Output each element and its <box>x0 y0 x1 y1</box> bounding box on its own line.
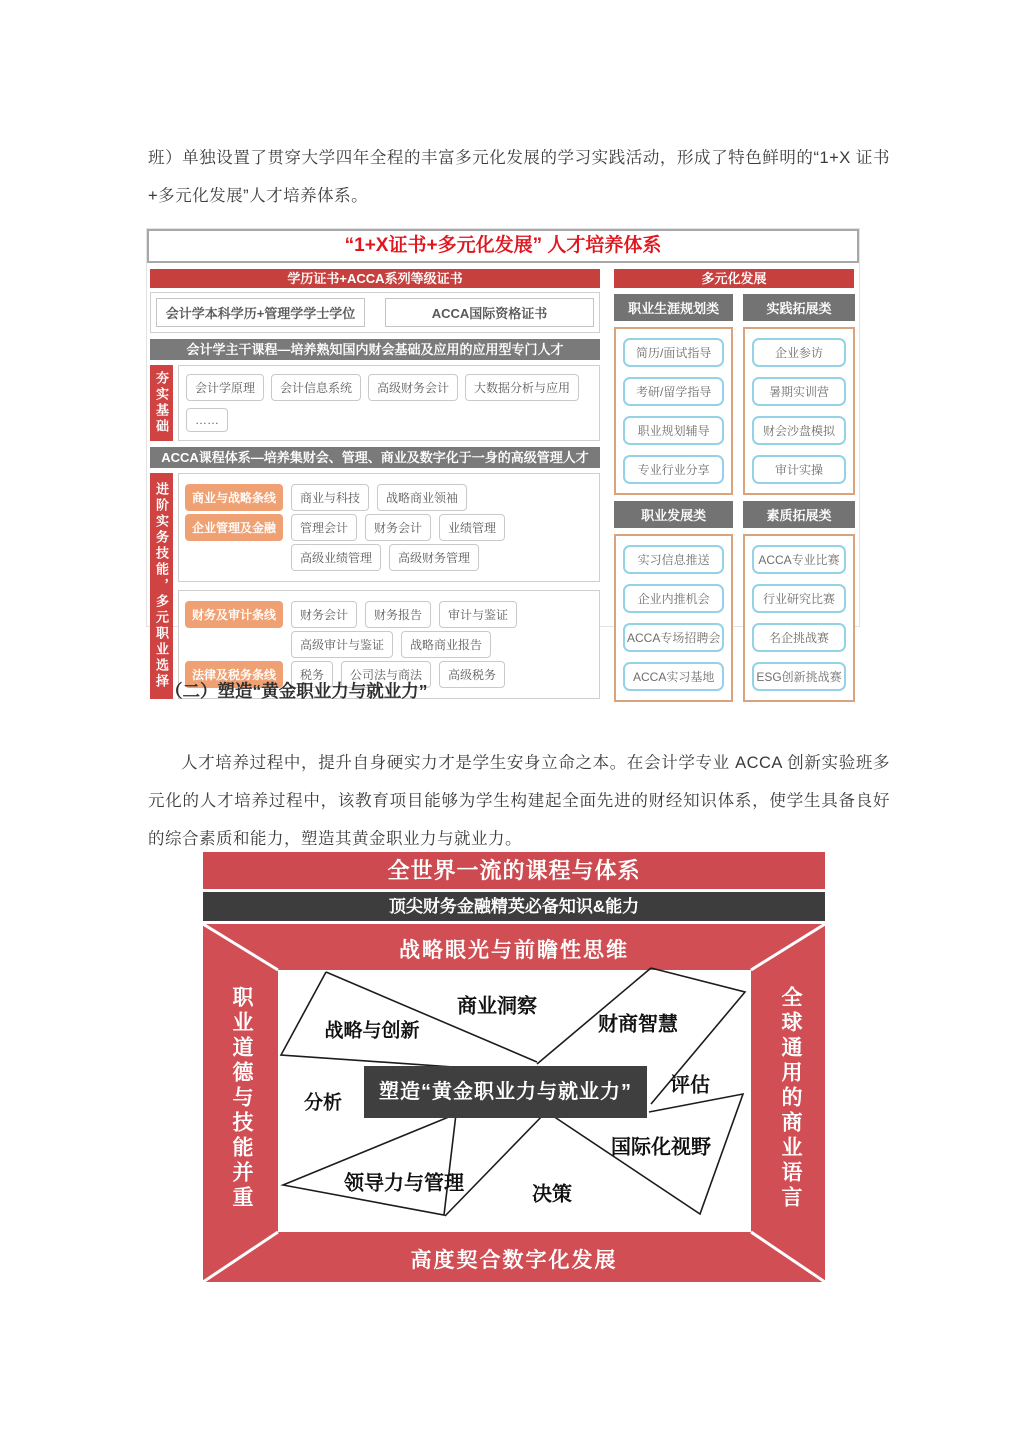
diversified-header-bar: 多元化发展 <box>614 269 854 288</box>
band-digital-development: 高度契合数字化发展 <box>410 1249 618 1272</box>
category-box <box>743 327 854 495</box>
category-item: 名企挑战赛 <box>752 623 845 652</box>
course-line <box>185 544 593 571</box>
course-box: …… <box>186 408 228 432</box>
node-decision: 决策 <box>532 1183 572 1206</box>
acca-course-header-bar: ACCA课程体系—培养集财会、管理、商业及数字化于一身的高级管理人才 <box>150 447 600 468</box>
course-box: 战略商业报告 <box>401 631 491 658</box>
course-box: 高级业绩管理 <box>291 544 381 571</box>
category-item: ACCA专业比赛 <box>752 545 845 574</box>
track-chip-spacer <box>185 640 283 650</box>
category-header: 素质拓展类 <box>743 501 854 528</box>
course-box: 高级财务会计 <box>368 374 458 401</box>
course-box: 战略商业领袖 <box>377 484 467 511</box>
course-box: 审计与鉴证 <box>439 601 517 628</box>
category-grid <box>614 294 854 702</box>
band-business-language: 全球通用的商业语言 <box>779 986 802 1211</box>
category-item: ESG创新挑战赛 <box>752 662 845 691</box>
advanced-panels <box>178 473 600 699</box>
cert-header-bar: 学历证书+ACCA系列等级证书 <box>150 269 600 288</box>
course-box: 商业与科技 <box>291 484 369 511</box>
category-item: 专业行业分享 <box>623 455 724 484</box>
advanced-row <box>150 473 600 699</box>
course-box: 业绩管理 <box>439 514 505 541</box>
diagram1-body <box>147 263 859 710</box>
node-financial-wisdom: 财商智慧 <box>598 1013 678 1036</box>
cert-row <box>150 292 600 333</box>
section-heading: （二）塑造“黄金职业力与就业力” <box>165 681 428 701</box>
category-item: ACCA实习基地 <box>623 662 724 691</box>
category-item: 财会沙盘模拟 <box>752 416 845 445</box>
diagram2-frame <box>203 924 825 1282</box>
course-box: 税务 <box>291 661 333 688</box>
course-box: 财务报告 <box>365 601 431 628</box>
course-box: 会计学原理 <box>186 374 264 401</box>
band-professional-ethics: 职业道德与技能并重 <box>230 986 253 1211</box>
advanced-vertical-label: 进阶实务技能，多元职业选择 <box>150 473 173 699</box>
course-line <box>185 631 593 658</box>
track-chip: 法律及税务条线 <box>185 661 283 688</box>
course-box: 财务会计 <box>291 601 357 628</box>
category-item: 行业研究比赛 <box>752 584 845 613</box>
course-box: 高级审计与鉴证 <box>291 631 393 658</box>
talent-system-diagram <box>146 228 860 690</box>
track-chip: 企业管理及金融 <box>185 514 283 541</box>
course-box: 财务会计 <box>365 514 431 541</box>
golden-employability-diagram <box>203 852 825 1282</box>
node-leadership-management: 领导力与管理 <box>344 1172 464 1195</box>
advanced-panel-1 <box>178 473 600 582</box>
node-evaluation: 评估 <box>670 1074 710 1097</box>
paragraph-intro: 班）单独设置了贯穿大学四年全程的丰富多元化发展的学习实践活动，形成了特色鲜明的“1+X 证书+多元化发展”人才培养体系。 <box>148 148 890 205</box>
course-line <box>185 514 593 541</box>
category-item: 职业规划辅导 <box>623 416 724 445</box>
diagram1-title: “1+X证书+多元化发展” 人才培养体系 <box>147 229 859 263</box>
category-item: 暑期实训营 <box>752 377 845 406</box>
course-box: 管理会计 <box>291 514 357 541</box>
category-item: ACCA专场招聘会 <box>623 623 724 652</box>
cert-acca-box: ACCA国际资格证书 <box>385 298 594 327</box>
category-item: 审计实操 <box>752 455 845 484</box>
course-box: 大数据分析与应用 <box>465 374 579 401</box>
category-box <box>743 534 854 702</box>
course-line <box>185 484 593 511</box>
course-box: 公司法与商法 <box>341 661 431 688</box>
paragraph-body: 人才培养过程中，提升自身硬实力才是学生安身立命之本。在会计学专业 ACCA 创新实验班多元化的人才培养过程中，该教育项目能够为学生构建起全面先进的财经知识体系，使学生具备良好的综合素质和能力，塑造其黄金职业力与就业力。 <box>148 753 890 848</box>
category-item: 考研/留学指导 <box>623 377 724 406</box>
course-line <box>185 601 593 628</box>
cert-degree-box: 会计学本科学历+管理学学士学位 <box>156 298 365 327</box>
track-chip-spacer <box>185 553 283 563</box>
diversified-column <box>614 269 854 702</box>
foundation-panel <box>178 365 600 441</box>
category-item: 企业内推机会 <box>623 584 724 613</box>
category-header: 实践拓展类 <box>743 294 854 321</box>
main-course-header-bar: 会计学主干课程—培养熟知国内财会基础及应用的应用型专门人才 <box>150 339 600 360</box>
category-header: 职业生涯规划类 <box>614 294 733 321</box>
foundation-vertical-label: 夯实基础 <box>150 365 173 441</box>
course-box: 高级税务 <box>439 661 505 688</box>
center-slogan-box: 塑造“黄金职业力与就业力” <box>364 1066 647 1118</box>
foundation-row <box>150 365 600 441</box>
band-strategic-vision: 战略眼光与前瞻性思维 <box>399 939 629 962</box>
course-box: 会计信息系统 <box>271 374 361 401</box>
category-box <box>614 534 733 702</box>
diagram2-subbanner: 顶尖财务金融精英必备知识&能力 <box>203 892 825 921</box>
track-chip: 商业与战略条线 <box>185 484 283 511</box>
node-strategy-innovation: 战略与创新 <box>324 1020 420 1042</box>
certificates-column <box>150 269 600 702</box>
diagram2-banner: 全世界一流的课程与体系 <box>203 852 825 889</box>
course-box: 高级财务管理 <box>389 544 479 571</box>
category-item: 企业参访 <box>752 338 845 367</box>
category-item: 实习信息推送 <box>623 545 724 574</box>
category-box <box>614 327 733 495</box>
node-analysis: 分析 <box>303 1092 343 1114</box>
node-business-insight: 商业洞察 <box>457 995 537 1018</box>
node-international-vision: 国际化视野 <box>611 1136 711 1159</box>
category-header: 职业发展类 <box>614 501 733 528</box>
track-chip: 财务及审计条线 <box>185 601 283 628</box>
category-item: 简历/面试指导 <box>623 338 724 367</box>
